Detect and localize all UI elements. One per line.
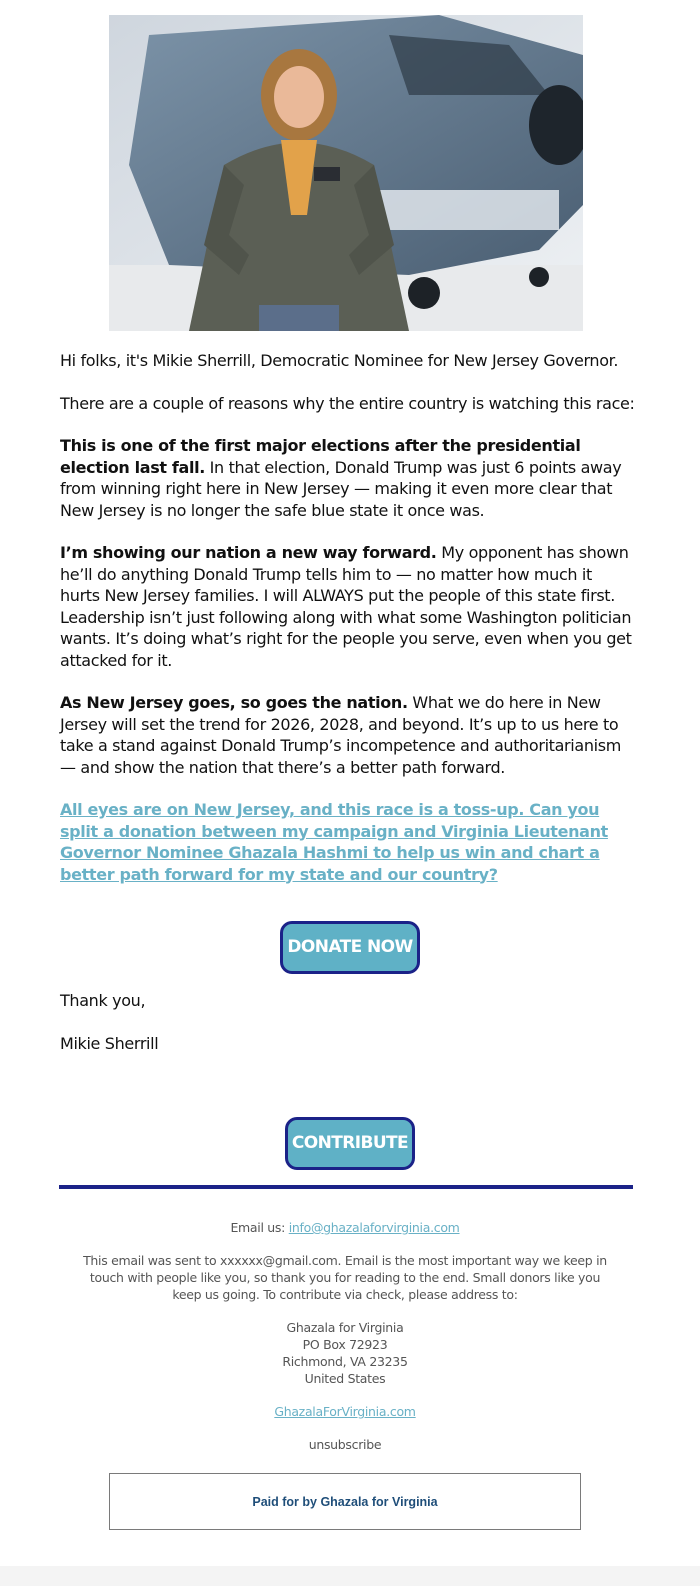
address-line-2: PO Box 72923 xyxy=(302,1337,388,1352)
reason-1-paragraph xyxy=(60,435,636,521)
address-line-1: Ghazala for Virginia xyxy=(286,1320,404,1335)
footer xyxy=(80,1219,610,1469)
signoff xyxy=(60,990,636,1075)
hero-illustration xyxy=(109,15,583,331)
reason-3-heading: As New Jersey goes, so goes the nation. xyxy=(60,693,408,712)
bottom-band xyxy=(0,1566,700,1586)
reason-1-text: In that election, Donald Trump was just 6 points away from winning right here in New Jersey — making it even more clear that New Jersey is no longer the safe blue state it once was. xyxy=(60,457,622,520)
footer-divider xyxy=(59,1185,633,1189)
address-line-4: United States xyxy=(304,1371,386,1386)
email-label: Email us: xyxy=(230,1220,289,1235)
donation-ask-link[interactable]: All eyes are on New Jersey, and this race is a toss-up. Can you split a donation between my campaign and Virginia Lieutenant Governor Nominee Ghazala Hashmi to help us win and chart a better path forward for my state and our country? xyxy=(60,800,608,884)
reason-1-heading: This is one of the first major elections after the presidential election last fall. xyxy=(60,436,581,477)
email-line xyxy=(80,1219,610,1236)
website-line xyxy=(80,1403,610,1420)
mailing-address xyxy=(80,1319,610,1387)
reasons-intro-paragraph: There are a couple of reasons why the entire country is watching this race: xyxy=(60,393,635,413)
message-body xyxy=(60,350,636,901)
donate-area xyxy=(0,921,700,974)
unsubscribe-link[interactable]: unsubscribe xyxy=(308,1437,382,1452)
address-line-3: Richmond, VA 23235 xyxy=(282,1354,408,1369)
footer-notice: This email was sent to xxxxxx@gmail.com. Email is the most important way we keep in touch with people like you, so thank you for reading to the end. Small donors like you keep us going. To contribute via check, please address to: xyxy=(83,1253,607,1302)
donate-now-button[interactable]: DONATE NOW xyxy=(280,921,420,974)
email-link[interactable]: info@ghazalaforvirginia.com xyxy=(288,1220,460,1235)
reason-2-text: My opponent has shown he’ll do anything Donald Trump tells him to — no matter how much it hurts New Jersey families. I will ALWAYS put the people of this state first. Leadership isn’t just following along with what some Washington politician wants. It’s doing what’s right for the people you serve, even when you get attacked for it. xyxy=(60,543,632,670)
paid-for-disclaimer xyxy=(109,1473,581,1530)
signoff-thanks: Thank you, xyxy=(60,991,146,1010)
contribute-button[interactable]: CONTRIBUTE xyxy=(285,1117,415,1170)
signoff-name: Mikie Sherrill xyxy=(60,1033,159,1053)
reason-3-paragraph xyxy=(60,692,636,778)
website-link[interactable]: GhazalaForVirginia.com xyxy=(274,1404,416,1419)
contribute-area xyxy=(0,1117,700,1170)
reason-3-text: What we do here in New Jersey will set the trend for 2026, 2028, and beyond. It’s up to us here to take a stand against Donald Trump’s incompetence and authoritarianism — and show the nation that there’s a better path forward. xyxy=(60,693,621,777)
paid-for-text: Paid for by Ghazala for Virginia xyxy=(252,1494,438,1509)
hero-photo xyxy=(109,15,583,331)
reason-2-paragraph xyxy=(60,542,636,671)
intro-paragraph: Hi folks, it's Mikie Sherrill, Democratic Nominee for New Jersey Governor. xyxy=(60,351,619,370)
reason-2-heading: I’m showing our nation a new way forward. xyxy=(60,543,437,562)
